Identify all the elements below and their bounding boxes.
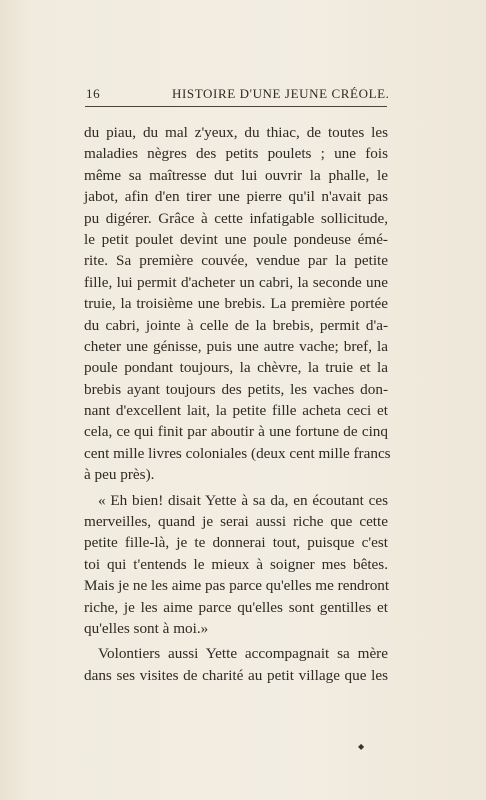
text-line: poule pondant toujours, la chèvre, la truie et la [84, 359, 388, 377]
text-line: nant d'excellent lait, la petite fille acheta ceci et [84, 402, 388, 420]
text-line: du cabri, jointe à celle de la brebis, permit d'a- [84, 316, 388, 334]
text-line: brebis ayant toujours des petits, les vaches don- [84, 380, 388, 398]
text-line: cela, ce qui finit par aboutir à une fortune de cinq [84, 423, 388, 441]
text-line: dans ses visites de charité au petit village que les [84, 666, 388, 684]
text-line: toi qui t'entends le mieux à soigner mes bêtes. [84, 555, 388, 573]
body-text [84, 122, 391, 686]
text-line: fille, lui permit d'acheter un cabri, la seconde une [84, 273, 388, 291]
text-line: du piau, du mal z'yeux, du thiac, de toutes les [84, 124, 388, 141]
running-title: HISTOIRE D'UNE JEUNE CRÉOLE. [172, 86, 390, 101]
text-line: maladies nègres des petits poulets ; une fois [84, 145, 388, 163]
text-line: « Eh bien! disait Yette à sa da, en écoutant ces [98, 491, 388, 509]
text-line: Volontiers aussi Yette accompagnait sa mère [98, 645, 388, 663]
ornament-icon: ◆ [358, 742, 365, 751]
text-line: à peu près). [84, 466, 155, 484]
text-line: cent mille livres coloniales (deux cent mille francs [84, 444, 391, 462]
text-line: le petit poulet devint une poule pondeuse émé- [84, 230, 388, 248]
text-line: cheter une génisse, puis une autre vache; bref, la [84, 337, 388, 355]
page-number: 16 [86, 86, 101, 101]
text-line: merveilles, quand je serai aussi riche que cette [84, 513, 388, 531]
text-line: jabot, afin d'en tirer une pierre qu'il n'avait pas [84, 188, 388, 206]
text-line: riche, je les aime parce qu'elles sont gentilles et [84, 598, 388, 616]
header-rule [85, 106, 387, 107]
text-line: qu'elles sont à moi.» [84, 619, 209, 637]
text-line: rite. Sa première couvée, vendue par la petite [84, 252, 388, 270]
text-line: Mais je ne les aime pas parce qu'elles me rendront [84, 577, 390, 595]
text-line: petite fille-là, je te donnerai tout, puisque c'est [84, 534, 388, 552]
text-line: pu digérer. Grâce à cette infatigable sollicitude, [84, 209, 388, 227]
text-line: truie, la troisième une brebis. La première portée [84, 295, 388, 313]
text-line: même sa maîtresse dut lui ouvrir la phalle, le [84, 166, 388, 184]
